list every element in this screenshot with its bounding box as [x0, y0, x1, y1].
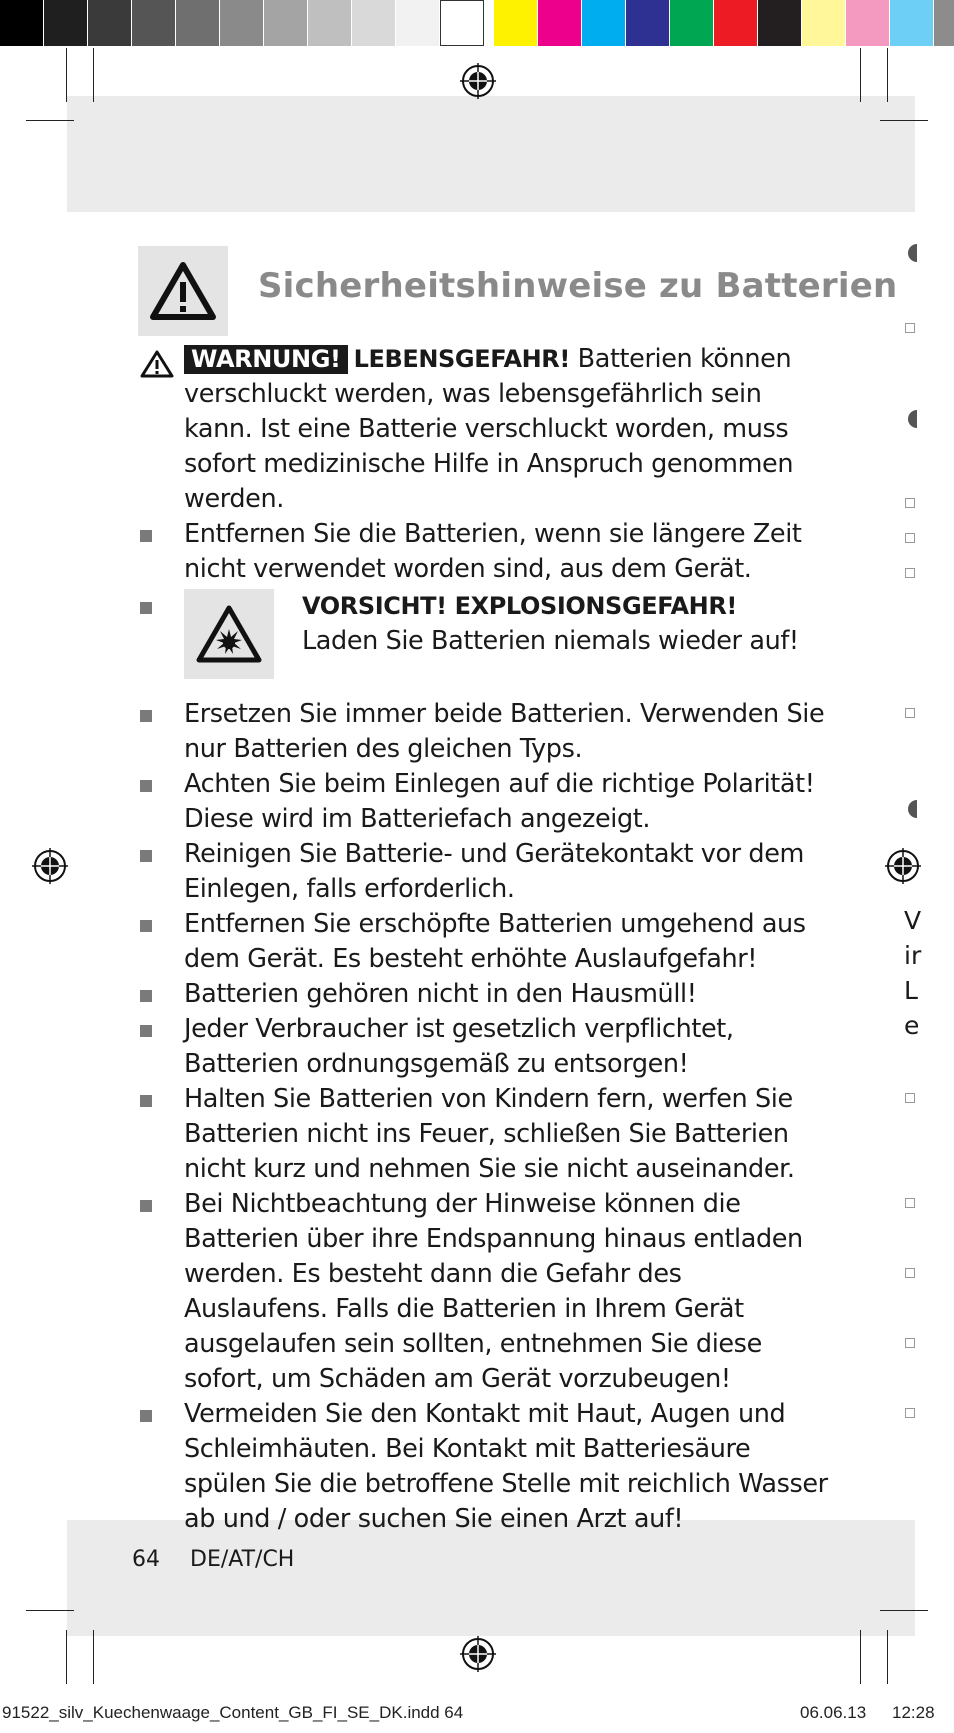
warning-triangle-icon [138, 246, 228, 336]
list-item [140, 767, 830, 837]
color-swatch [846, 0, 890, 46]
list-item [140, 1187, 830, 1397]
bullet-icon [140, 530, 152, 542]
color-swatch [88, 0, 132, 46]
list-item [140, 907, 830, 977]
color-swatch [494, 0, 538, 46]
registration-mark-icon [458, 1634, 498, 1674]
crop-mark [880, 120, 928, 121]
list-item [140, 977, 830, 1012]
page-footer [132, 1547, 294, 1572]
crop-mark [887, 1630, 888, 1684]
list-item [140, 1082, 830, 1187]
crop-mark [93, 1630, 94, 1684]
adjacent-bullet-icon [905, 1093, 915, 1103]
color-swatch [0, 0, 44, 46]
crop-mark [860, 48, 861, 102]
color-swatch [582, 0, 626, 46]
adjacent-bullet-icon [905, 568, 915, 578]
adjacent-bullet-icon [905, 533, 915, 543]
battery-list [140, 697, 830, 1537]
list-item [140, 697, 830, 767]
bullet-icon [140, 1410, 152, 1422]
list-item-text: Halten Sie Batterien von Kindern fern, werfen Sie Batterien nicht ins Feuer, schließen Sie Batterien nicht kurz und nehmen Sie sie nicht auseinander. [184, 1084, 795, 1184]
warning-paragraph [140, 342, 830, 517]
adjacent-text: ir [904, 941, 922, 970]
adjacent-bullet-icon [905, 1268, 915, 1278]
adjacent-bullet-icon [905, 1338, 915, 1348]
warning-badge: WARNUNG! [184, 345, 348, 374]
slug-date: 06.06.13 [800, 1703, 867, 1722]
list-item-text: Ersetzen Sie immer beide Batterien. Verwenden Sie nur Batterien des gleichen Typs. [184, 699, 825, 764]
crop-mark [887, 48, 888, 102]
adjacent-bullet-icon [905, 1198, 915, 1208]
color-swatch [132, 0, 176, 46]
slug-time: 12:28 [892, 1703, 935, 1722]
adjacent-bullet-icon [905, 1408, 915, 1418]
region-label: DE/AT/CH [190, 1547, 295, 1572]
color-swatch [538, 0, 582, 46]
registration-mark-icon [30, 846, 70, 886]
color-swatch [440, 0, 484, 46]
list-item-text: Reinigen Sie Batterie- und Gerätekontakt vor dem Einlegen, falls erforderlich. [184, 839, 804, 904]
color-swatch [44, 0, 88, 46]
bullet-icon [140, 602, 152, 614]
color-swatch [626, 0, 670, 46]
section-title: Sicherheitshinweise zu Batterien [258, 266, 898, 306]
adjacent-heading-mark [908, 410, 926, 428]
explosion-title: VORSICHT! EXPLOSIONSGEFAHR! [302, 592, 737, 620]
color-swatch [890, 0, 934, 46]
bullet-icon [140, 990, 152, 1002]
list-item [140, 837, 830, 907]
safety-instructions [140, 342, 830, 1537]
bullet-icon [140, 710, 152, 722]
crop-mark [26, 1610, 74, 1611]
color-swatch [758, 0, 802, 46]
explosion-hazard-icon [184, 589, 274, 679]
crop-mark [93, 48, 94, 102]
bullet-icon [140, 1095, 152, 1107]
crop-mark [860, 1630, 861, 1684]
crop-mark [66, 48, 67, 102]
crop-mark [26, 120, 74, 121]
adjacent-text: e [904, 1011, 920, 1040]
list-item-text: Achten Sie beim Einlegen auf die richtige Polarität! Diese wird im Batteriefach angezeigt. [184, 769, 815, 834]
list-item [140, 517, 830, 587]
adjacent-bullet-icon [905, 708, 915, 718]
color-swatch [176, 0, 220, 46]
color-swatch [802, 0, 846, 46]
bullet-icon [140, 920, 152, 932]
color-control-bar [0, 0, 954, 46]
color-swatch [264, 0, 308, 46]
adjacent-heading-mark [908, 244, 926, 262]
color-swatch [308, 0, 352, 46]
crop-mark [66, 1630, 67, 1684]
footer-band [67, 1520, 915, 1636]
page-number: 64 [132, 1547, 160, 1572]
color-swatch [670, 0, 714, 46]
crop-mark [880, 1610, 928, 1611]
adjacent-text: V [904, 906, 922, 935]
small-warning-triangle-icon [140, 350, 174, 378]
slug-filename: 91522_silv_Kuechenwaage_Content_GB_FI_SE_DK.indd 64 [2, 1703, 464, 1722]
warning-text: Batterien können verschluckt werden, was lebensgefährlich sein kann. Ist eine Batterie verschluckt worden, muss sofort medizinische Hilfe in Anspruch genommen werden. [184, 344, 794, 514]
registration-mark-icon [458, 61, 498, 101]
list-item-text: Entfernen Sie die Batterien, wenn sie längere Zeit nicht verwendet worden sind, aus dem Gerät. [184, 519, 802, 584]
bullet-icon [140, 780, 152, 792]
list-item-text: Vermeiden Sie den Kontakt mit Haut, Augen und Schleimhäuten. Bei Kontakt mit Batteriesäure spülen Sie die betroffene Stelle mit reichlich Wasser ab und / oder suchen Sie einen Arzt auf! [184, 1399, 828, 1534]
bullet-icon [140, 1025, 152, 1037]
color-swatch [220, 0, 264, 46]
list-item-text: Batterien gehören nicht in den Hausmüll! [184, 979, 697, 1009]
color-swatch [352, 0, 396, 46]
list-item-text: Bei Nichtbeachtung der Hinweise können die Batterien über ihre Endspannung hinaus entladen werden. Es besteht dann die Gefahr des Auslaufens. Falls die Batterien in Ihrem Gerät ausgelaufen sein sollten, entnehmen Sie diese sofort, um Schäden am Gerät vorzubeugen! [184, 1189, 803, 1394]
registration-mark-icon [883, 846, 923, 886]
color-swatch [934, 0, 954, 46]
explosion-text: Laden Sie Batterien niemals wieder auf! [302, 626, 799, 656]
color-swatch [714, 0, 758, 46]
adjacent-bullet-icon [905, 498, 915, 508]
list-item [140, 1012, 830, 1082]
list-item-text: Entfernen Sie erschöpfte Batterien umgehend aus dem Gerät. Es besteht erhöhte Auslaufgefahr! [184, 909, 806, 974]
list-item-text: Jeder Verbraucher ist gesetzlich verpflichtet, Batterien ordnungsgemäß zu entsorgen! [184, 1014, 734, 1079]
adjacent-text: L [904, 976, 918, 1005]
warning-lead: LEBENSGEFAHR! [353, 345, 570, 373]
list-item [140, 1397, 830, 1537]
color-swatch [396, 0, 440, 46]
bullet-icon [140, 1200, 152, 1212]
header-band [67, 96, 915, 212]
bullet-icon [140, 850, 152, 862]
adjacent-heading-mark [908, 800, 926, 818]
adjacent-bullet-icon [905, 323, 915, 333]
explosion-warning [140, 589, 830, 685]
